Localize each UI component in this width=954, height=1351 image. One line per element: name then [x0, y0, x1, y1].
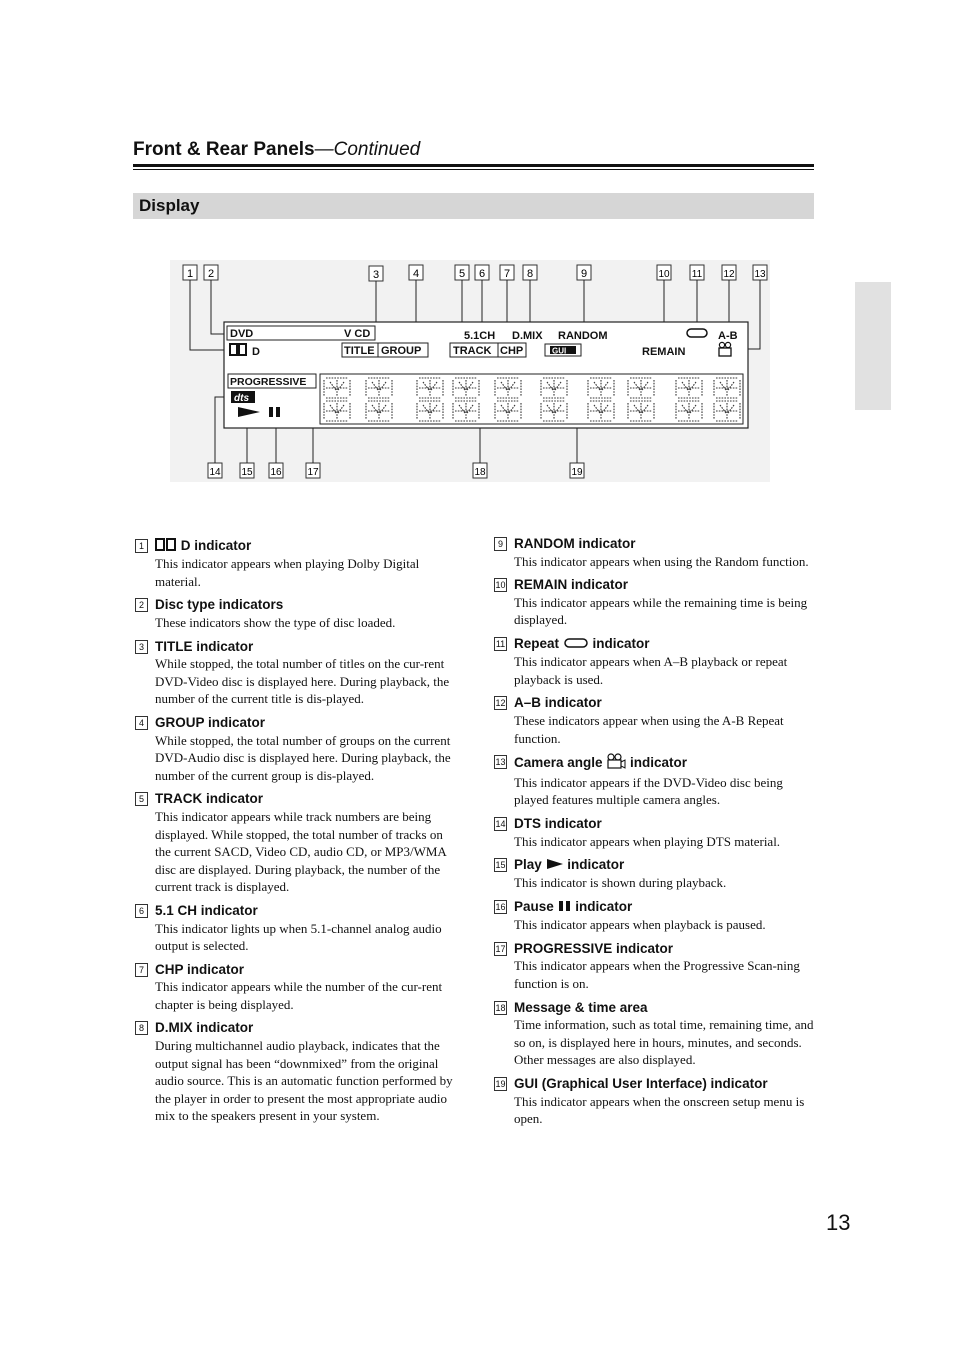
display-diagram-svg: [170, 260, 770, 482]
svg-text:9: 9: [580, 268, 588, 280]
item-title: Disc type indicators: [155, 597, 284, 613]
ab-label: A-B: [718, 330, 738, 342]
dmix-label: D.MIX: [512, 330, 543, 342]
item-description: While stopped, the total number of titles on the cur-rent DVD-Video disc is displayed here. During playback, the number of the current title is dis-played.: [155, 656, 450, 707]
indicator-item: [492, 535, 814, 570]
indicator-item: [492, 856, 814, 892]
item-title: A–B indicator: [514, 695, 602, 711]
pause-icon: [558, 899, 572, 917]
item-title: Pause indicator: [514, 898, 814, 916]
section-bar: [133, 193, 814, 219]
svg-text:5: 5: [458, 268, 466, 280]
svg-text:dts: dts: [234, 393, 249, 404]
item-number: 17: [495, 943, 506, 954]
chp-label: CHP: [500, 345, 524, 357]
indicator-item: [492, 753, 814, 809]
item-description: This indicator appears when A–B playback or repeat playback is used.: [514, 654, 788, 687]
svg-text:1: 1: [186, 268, 194, 280]
item-title: 5.1 CH indicator: [155, 902, 258, 918]
header-rule: [133, 164, 814, 167]
remain-label: REMAIN: [642, 346, 686, 358]
item-number: 6: [135, 904, 148, 918]
indicator-item: [133, 961, 455, 1014]
item-title: GROUP indicator: [155, 714, 266, 730]
item-number: 11: [495, 638, 506, 649]
item-description: These indicators show the type of disc loaded.: [155, 615, 396, 631]
display-diagram: [170, 260, 770, 482]
item-title: PROGRESSIVE indicator: [514, 940, 674, 956]
indicator-item: [492, 898, 814, 934]
indicator-item: [492, 635, 814, 688]
camera-angle-icon: [606, 753, 626, 774]
item-number: 10: [495, 580, 506, 591]
svg-text:7: 7: [503, 268, 511, 280]
item-number: 3: [135, 640, 148, 654]
item-number: 7: [135, 963, 148, 977]
indicator-item: [133, 790, 455, 896]
indicator-item: [133, 596, 455, 631]
svg-text:2: 2: [207, 268, 215, 280]
item-number: 1: [135, 539, 148, 553]
svg-text:4: 4: [412, 268, 420, 280]
indicator-list-left: [133, 537, 455, 1131]
item-description: During multichannel audio playback, indicates that the output signal has been “downmixed” from the original audio source. This is an automatic function performed by the player in order to present the most appropriate audio mix to the speakers present in your system.: [155, 1038, 453, 1124]
item-description: These indicators appear when using the A-B Repeat function.: [514, 712, 784, 746]
item-title: TRACK indicator: [155, 791, 263, 807]
item-title: Play indicator: [514, 856, 814, 874]
item-description: This indicator appears when the onscreen setup menu is open.: [514, 1093, 805, 1127]
item-description: This indicator appears when playback is paused.: [514, 917, 766, 933]
indicator-list-right: [492, 535, 814, 1134]
indicator-item: [492, 694, 814, 747]
item-title: REMAIN indicator: [514, 577, 629, 593]
side-tab: [855, 282, 891, 410]
item-number: 16: [495, 901, 506, 912]
svg-text:16: 16: [270, 467, 282, 478]
item-title: D.MIX indicator: [155, 1020, 254, 1036]
indicator-item: [492, 576, 814, 629]
svg-text:19: 19: [571, 467, 583, 478]
indicator-item: [133, 902, 455, 955]
item-number: 9: [494, 537, 507, 551]
item-number: 19: [495, 1078, 506, 1089]
item-number: 18: [495, 1002, 506, 1013]
pause-icon: [269, 407, 273, 417]
svg-text:3: 3: [372, 269, 380, 281]
repeat-icon: [563, 636, 589, 654]
title-label: TITLE: [344, 345, 375, 357]
item-number: 4: [135, 716, 148, 730]
item-description: This indicator lights up when 5.1-channel analog audio output is selected.: [155, 920, 442, 954]
dvd-label: DVD: [230, 328, 254, 340]
item-description: This indicator appears when using the Random function.: [514, 553, 809, 569]
group-label: GROUP: [381, 345, 422, 357]
indicator-item: [492, 1075, 814, 1128]
item-title: RANDOM indicator: [514, 536, 636, 551]
dolby-dd-icon: [155, 538, 177, 556]
item-number: 2: [135, 598, 148, 612]
item-number: 12: [495, 698, 506, 709]
progressive-label: PROGRESSIVE: [230, 376, 307, 388]
vcd-label: V CD: [344, 328, 371, 340]
svg-text:15: 15: [241, 467, 253, 478]
item-description: While stopped, the total number of groups on the current DVD-Audio disc is displayed here. During playback, the number of the current group is dis-played.: [155, 732, 451, 783]
item-number: 15: [495, 860, 506, 871]
item-title: Repeat indicator: [514, 635, 814, 653]
item-description: This indicator appears while the remaining time is being displayed.: [514, 594, 808, 628]
svg-text:13: 13: [754, 269, 766, 280]
item-title: TITLE indicator: [155, 638, 254, 654]
page-header: [133, 139, 814, 161]
header-title: Front & Rear Panels—Continued: [133, 139, 421, 160]
item-description: This indicator appears when the Progressive Scan-ning function is on.: [514, 958, 800, 991]
item-title: CHP indicator: [155, 961, 245, 977]
item-description: Time information, such as total time, remaining time, and so on, is displayed here in hours, minutes, and seconds. Other messages are also displayed.: [514, 1017, 814, 1068]
item-number: 14: [495, 818, 506, 829]
svg-text:10: 10: [658, 269, 670, 280]
indicator-item: [492, 940, 814, 993]
svg-text:8: 8: [526, 268, 534, 280]
item-description: This indicator appears when playing Dolby Digital material.: [155, 556, 420, 589]
item-title: D indicator: [155, 537, 455, 555]
gui-label: GUI: [552, 346, 567, 356]
svg-text:17: 17: [307, 467, 319, 478]
indicator-item: [133, 714, 455, 784]
page-number: 13: [826, 1210, 851, 1235]
item-description: This indicator appears while the number of the cur-rent chapter is being displayed.: [155, 979, 443, 1012]
svg-text:14: 14: [209, 467, 221, 478]
item-description: This indicator is shown during playback.: [514, 875, 727, 891]
item-description: This indicator appears while track numbers are being displayed. While stopped, the total number of tracks on the current SACD, Video CD, audio CD, or MP3/WMA disc are displayed. During playback, the number of the current track is displayed.: [155, 808, 447, 895]
header-continued: —Continued: [314, 139, 421, 160]
indicator-item: [133, 537, 455, 590]
play-icon: [546, 857, 564, 875]
item-number: 8: [135, 1021, 148, 1035]
item-number: 5: [135, 792, 148, 806]
section-title: Display: [139, 196, 200, 215]
track-label: TRACK: [453, 345, 492, 357]
item-title: DTS indicator: [514, 815, 602, 831]
item-number: 13: [495, 757, 506, 768]
random-label: RANDOM: [558, 330, 608, 342]
svg-text:18: 18: [474, 467, 486, 478]
indicator-item: [133, 638, 455, 708]
dolby-d-label: D: [252, 346, 260, 358]
svg-text:11: 11: [691, 269, 703, 280]
indicator-item: [133, 1019, 455, 1125]
item-title: GUI (Graphical User Interface) indicator: [514, 1075, 768, 1091]
ch51-label: 5.1CH: [464, 330, 496, 342]
svg-text:6: 6: [478, 268, 486, 280]
item-description: This indicator appears if the DVD-Video disc being played features multiple camera angles.: [514, 774, 783, 808]
item-title: Camera angle indicator: [514, 753, 814, 774]
item-description: This indicator appears when playing DTS material.: [514, 833, 781, 849]
header-rule-thin: [133, 169, 814, 170]
indicator-item: [492, 999, 814, 1069]
indicator-item: [492, 815, 814, 850]
svg-text:12: 12: [723, 269, 735, 280]
item-title: Message & time area: [514, 999, 648, 1015]
